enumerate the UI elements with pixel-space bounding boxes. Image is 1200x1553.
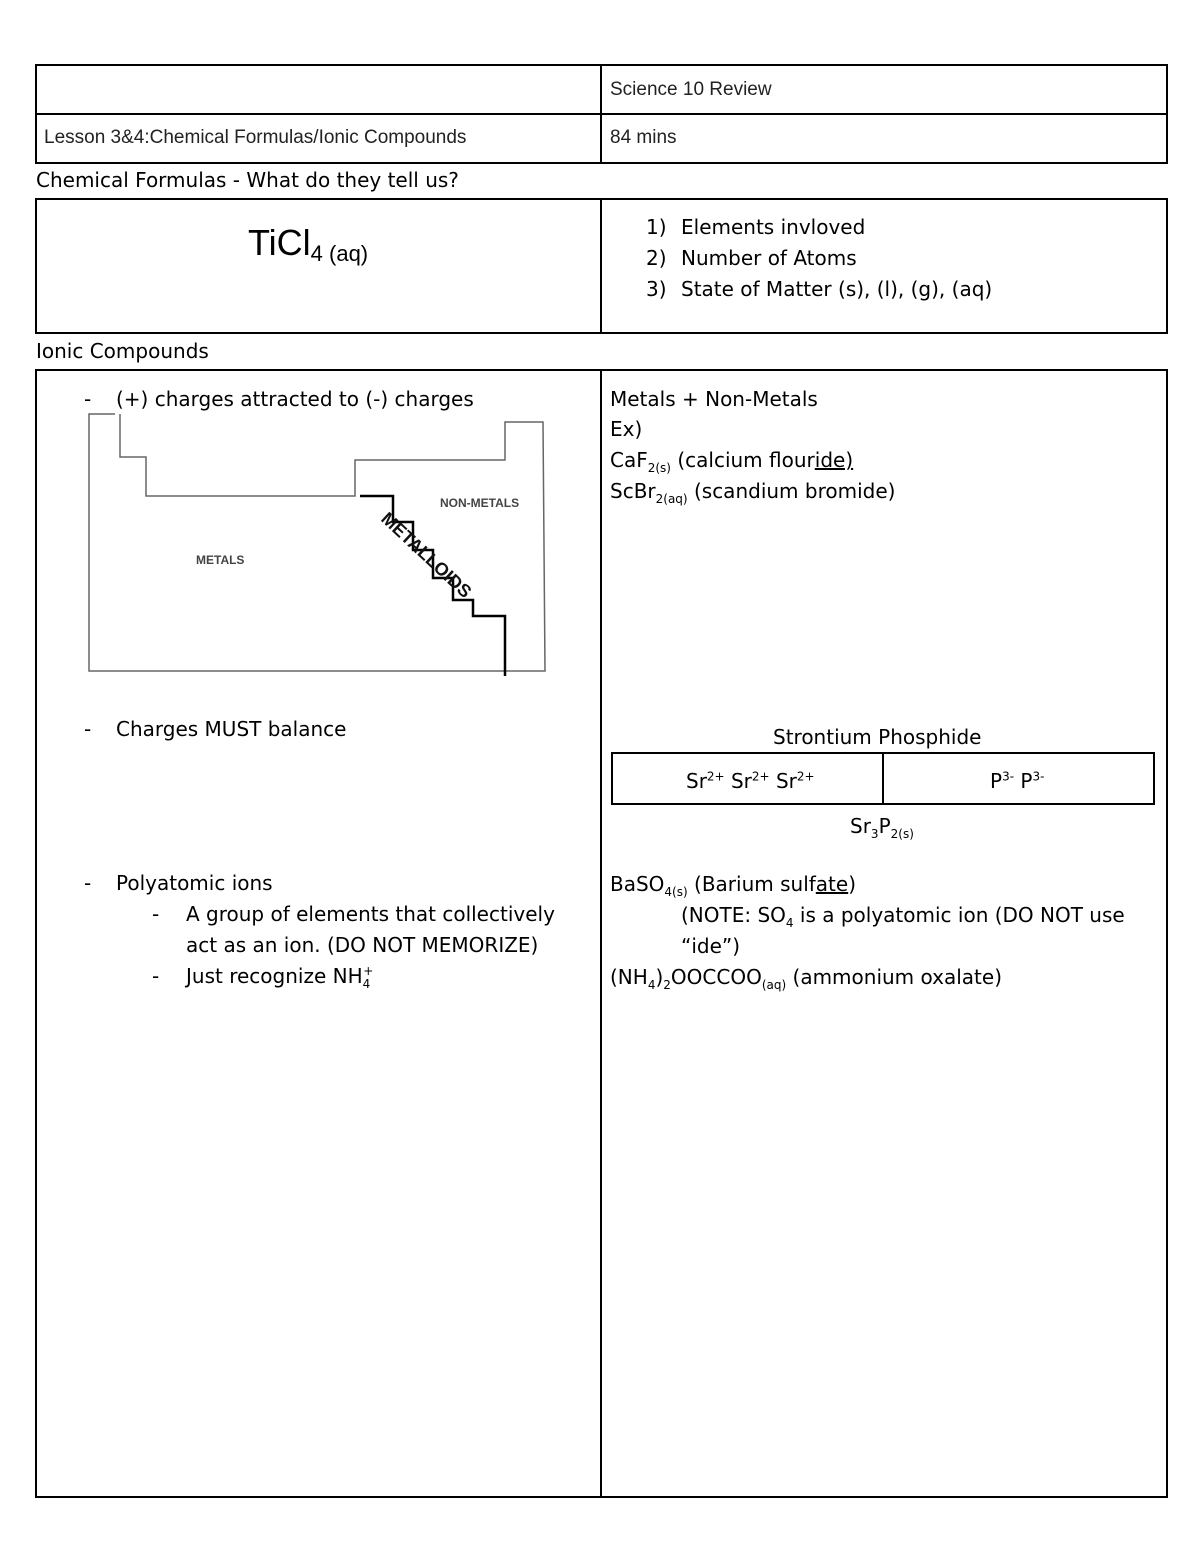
metals-label: METALS (196, 553, 245, 567)
phosphide-ions-cell: $P^{3-}$ $P^{3-}$ (990, 769, 1045, 793)
point-state: State of Matter (s), (l), (g), (aq) (681, 277, 993, 301)
polyatomic-note-line1: (NOTE: $SO_4$ is a polyatomic ion (DO NOT use (681, 903, 1125, 930)
strontium-phosphide-formula: $Sr_3P_{2(s)}$ (850, 814, 914, 841)
sub-bullet-dash-2: - (152, 964, 160, 988)
bullet-dash-3: - (84, 871, 92, 895)
nonmetals-label: NON-METALS (440, 496, 520, 510)
example-scandium-bromide: ScBr$_{2(aq)}$ (scandium bromide) (610, 479, 896, 506)
ion-balance-divider (882, 752, 884, 805)
section-heading-ionic: Ionic Compounds (36, 339, 209, 363)
bullet-charges-attracted: (+) charges attracted to (-) charges (116, 387, 474, 411)
example-barium-sulfate: BaSO$_{4(s)}$ (Barium sulfate) (610, 872, 857, 899)
recognize-ammonium: Just recognize $NH_4^+$ (186, 964, 374, 991)
point-atoms: Number of Atoms (681, 246, 857, 270)
bullet-dash-1: - (84, 387, 92, 411)
ionic-column-divider (600, 369, 602, 1498)
point-number-2: 2) (646, 246, 667, 270)
polyatomic-note-line2: “ide”) (681, 934, 741, 958)
course-title: Science 10 Review (610, 79, 772, 100)
polyatomic-definition-line2: act as an ion. (DO NOT MEMORIZE) (186, 933, 539, 957)
section-heading-formulas: Chemical Formulas - What do they tell us? (36, 168, 459, 192)
bullet-charges-balance: Charges MUST balance (116, 717, 347, 741)
header-column-divider (600, 64, 602, 164)
point-number-3: 3) (646, 277, 667, 301)
metalloids-label: METALLOIDS (377, 508, 476, 602)
metals-plus-nonmetals: Metals + Non-Metals (610, 387, 818, 411)
polyatomic-definition-line1: A group of elements that collectively (186, 902, 555, 926)
periodic-table-diagram (85, 410, 555, 685)
strontium-phosphide-title: Strontium Phosphide (773, 725, 982, 749)
bullet-polyatomic-ions: Polyatomic ions (116, 871, 273, 895)
example-calcium-fluoride: CaF$_{2(s)}$ (calcium flouride) (610, 448, 854, 475)
lesson-duration: 84 mins (610, 127, 677, 148)
strontium-ions-cell: $Sr^{2+}$ $Sr^{2+}$ $Sr^{2+}$ (686, 769, 815, 793)
bullet-dash-2: - (84, 717, 92, 741)
example-label: Ex) (610, 417, 643, 441)
sub-bullet-dash-1: - (152, 902, 160, 926)
point-elements: Elements invloved (681, 215, 866, 239)
example-formula: TiCl4 (aq) (248, 222, 369, 266)
lesson-title: Lesson 3&4:Chemical Formulas/Ionic Compounds (44, 127, 467, 148)
point-number-1: 1) (646, 215, 667, 239)
example-ammonium-oxalate: $(NH_4)_2OOCCOO_{(aq)}$ (ammonium oxalate) (610, 965, 1002, 992)
formulas-column-divider (600, 198, 602, 334)
metals-outline (89, 414, 545, 671)
